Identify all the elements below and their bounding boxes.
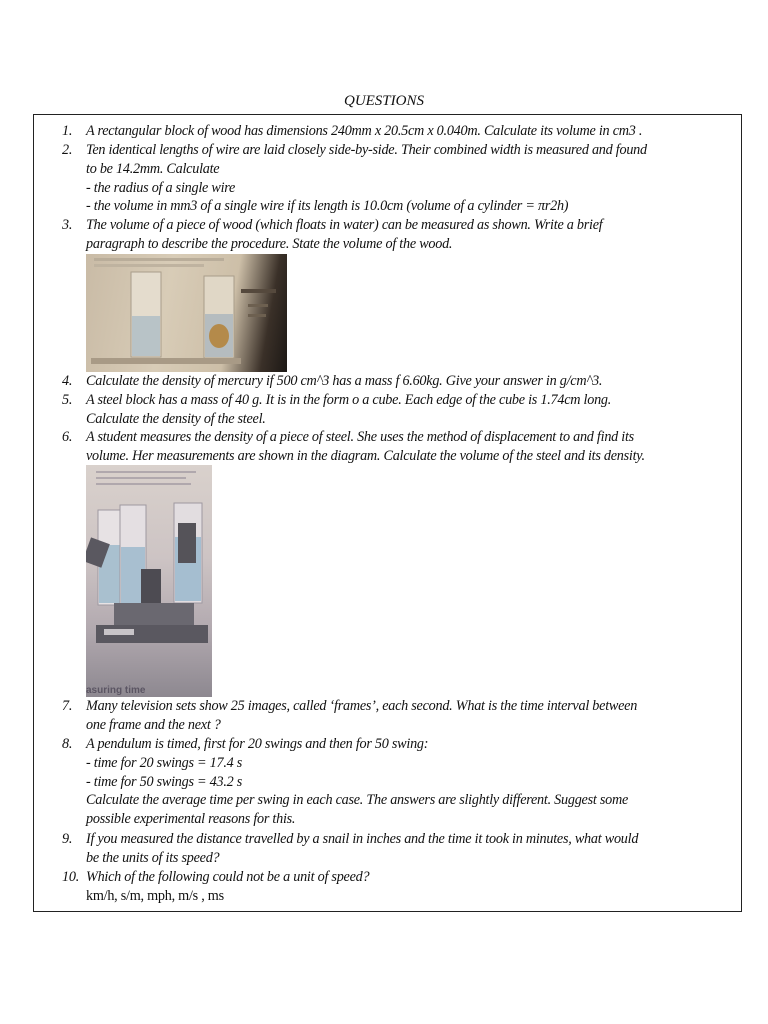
question-text: volume. Her measurements are shown in the diagram. Calculate the volume of the steel and its density. [86, 447, 645, 464]
question-8 [62, 735, 742, 829]
question-1 [62, 122, 742, 141]
question-10 [62, 868, 742, 906]
question-number: 6. [62, 429, 73, 445]
question-text: km/h, s/m, mph, m/s , ms [86, 887, 224, 904]
question-subitem: - the radius of a single wire [86, 179, 236, 196]
question-number: 5. [62, 392, 73, 408]
measuring-cylinders-illustration [86, 254, 287, 372]
question-subitem: - time for 20 swings = 17.4 s [86, 754, 243, 771]
question-text: A rectangular block of wood has dimensions 240mm x 20.5cm x 0.040m. Calculate its volume in cm3 . [86, 123, 643, 139]
question-text: The volume of a piece of wood (which floats in water) can be measured as shown. Write a brief [86, 217, 603, 233]
question-text: be the units of its speed? [86, 849, 220, 866]
question-text: paragraph to describe the procedure. State the volume of the wood. [86, 235, 453, 252]
question-number: 3. [62, 217, 73, 233]
page-title: QUESTIONS [343, 93, 424, 109]
question-4 [62, 372, 742, 391]
question-5 [62, 391, 742, 429]
question-text: Calculate the density of the steel. [86, 410, 266, 427]
question-number: 4. [62, 373, 73, 389]
question-text: Many television sets show 25 images, called ‘frames’, each second. What is the time interval between [86, 698, 638, 714]
question-text: A student measures the density of a piece of steel. She uses the method of displacement to and find its [86, 429, 634, 445]
question-9 [62, 830, 742, 868]
question-number: 1. [62, 123, 73, 139]
question-subitem: - time for 50 swings = 43.2 s [86, 773, 243, 790]
question-text: one frame and the next ? [86, 716, 221, 733]
question-number: 8. [62, 736, 73, 752]
question-text: Calculate the density of mercury if 500 cm^3 has a mass f 6.60kg. Give your answer in g/cm^3. [86, 373, 603, 389]
question-subitem: - the volume in mm3 of a single wire if its length is 10.0cm (volume of a cylinder = πr2h) [86, 198, 569, 215]
question-text: to be 14.2mm. Calculate [86, 160, 220, 177]
wood-volume-photo [86, 254, 287, 372]
question-text: If you measured the distance travelled by a snail in inches and the time it took in minutes, what would [86, 831, 639, 847]
question-7 [62, 697, 742, 735]
question-text: Which of the following could not be a unit of speed? [86, 869, 370, 885]
question-text: possible experimental reasons for this. [86, 811, 296, 828]
question-text: Calculate the average time per swing in each case. The answers are slightly different. Suggest some [86, 792, 629, 809]
question-text: Ten identical lengths of wire are laid closely side-by-side. Their combined width is measured and found [86, 142, 647, 158]
question-number: 7. [62, 698, 73, 714]
steel-displacement-photo [86, 465, 212, 697]
question-number: 10. [62, 869, 79, 885]
displacement-illustration [86, 465, 212, 697]
question-text: A steel block has a mass of 40 g. It is in the form o a cube. Each edge of the cube is 1.74cm long. [86, 392, 612, 408]
question-2 [62, 141, 742, 216]
question-3 [62, 216, 742, 254]
question-number: 2. [62, 142, 73, 158]
photo-caption: asuring time [86, 685, 146, 696]
question-6 [62, 428, 742, 466]
question-text: A pendulum is timed, first for 20 swings and then for 50 swing: [86, 736, 429, 752]
question-number: 9. [62, 831, 73, 847]
